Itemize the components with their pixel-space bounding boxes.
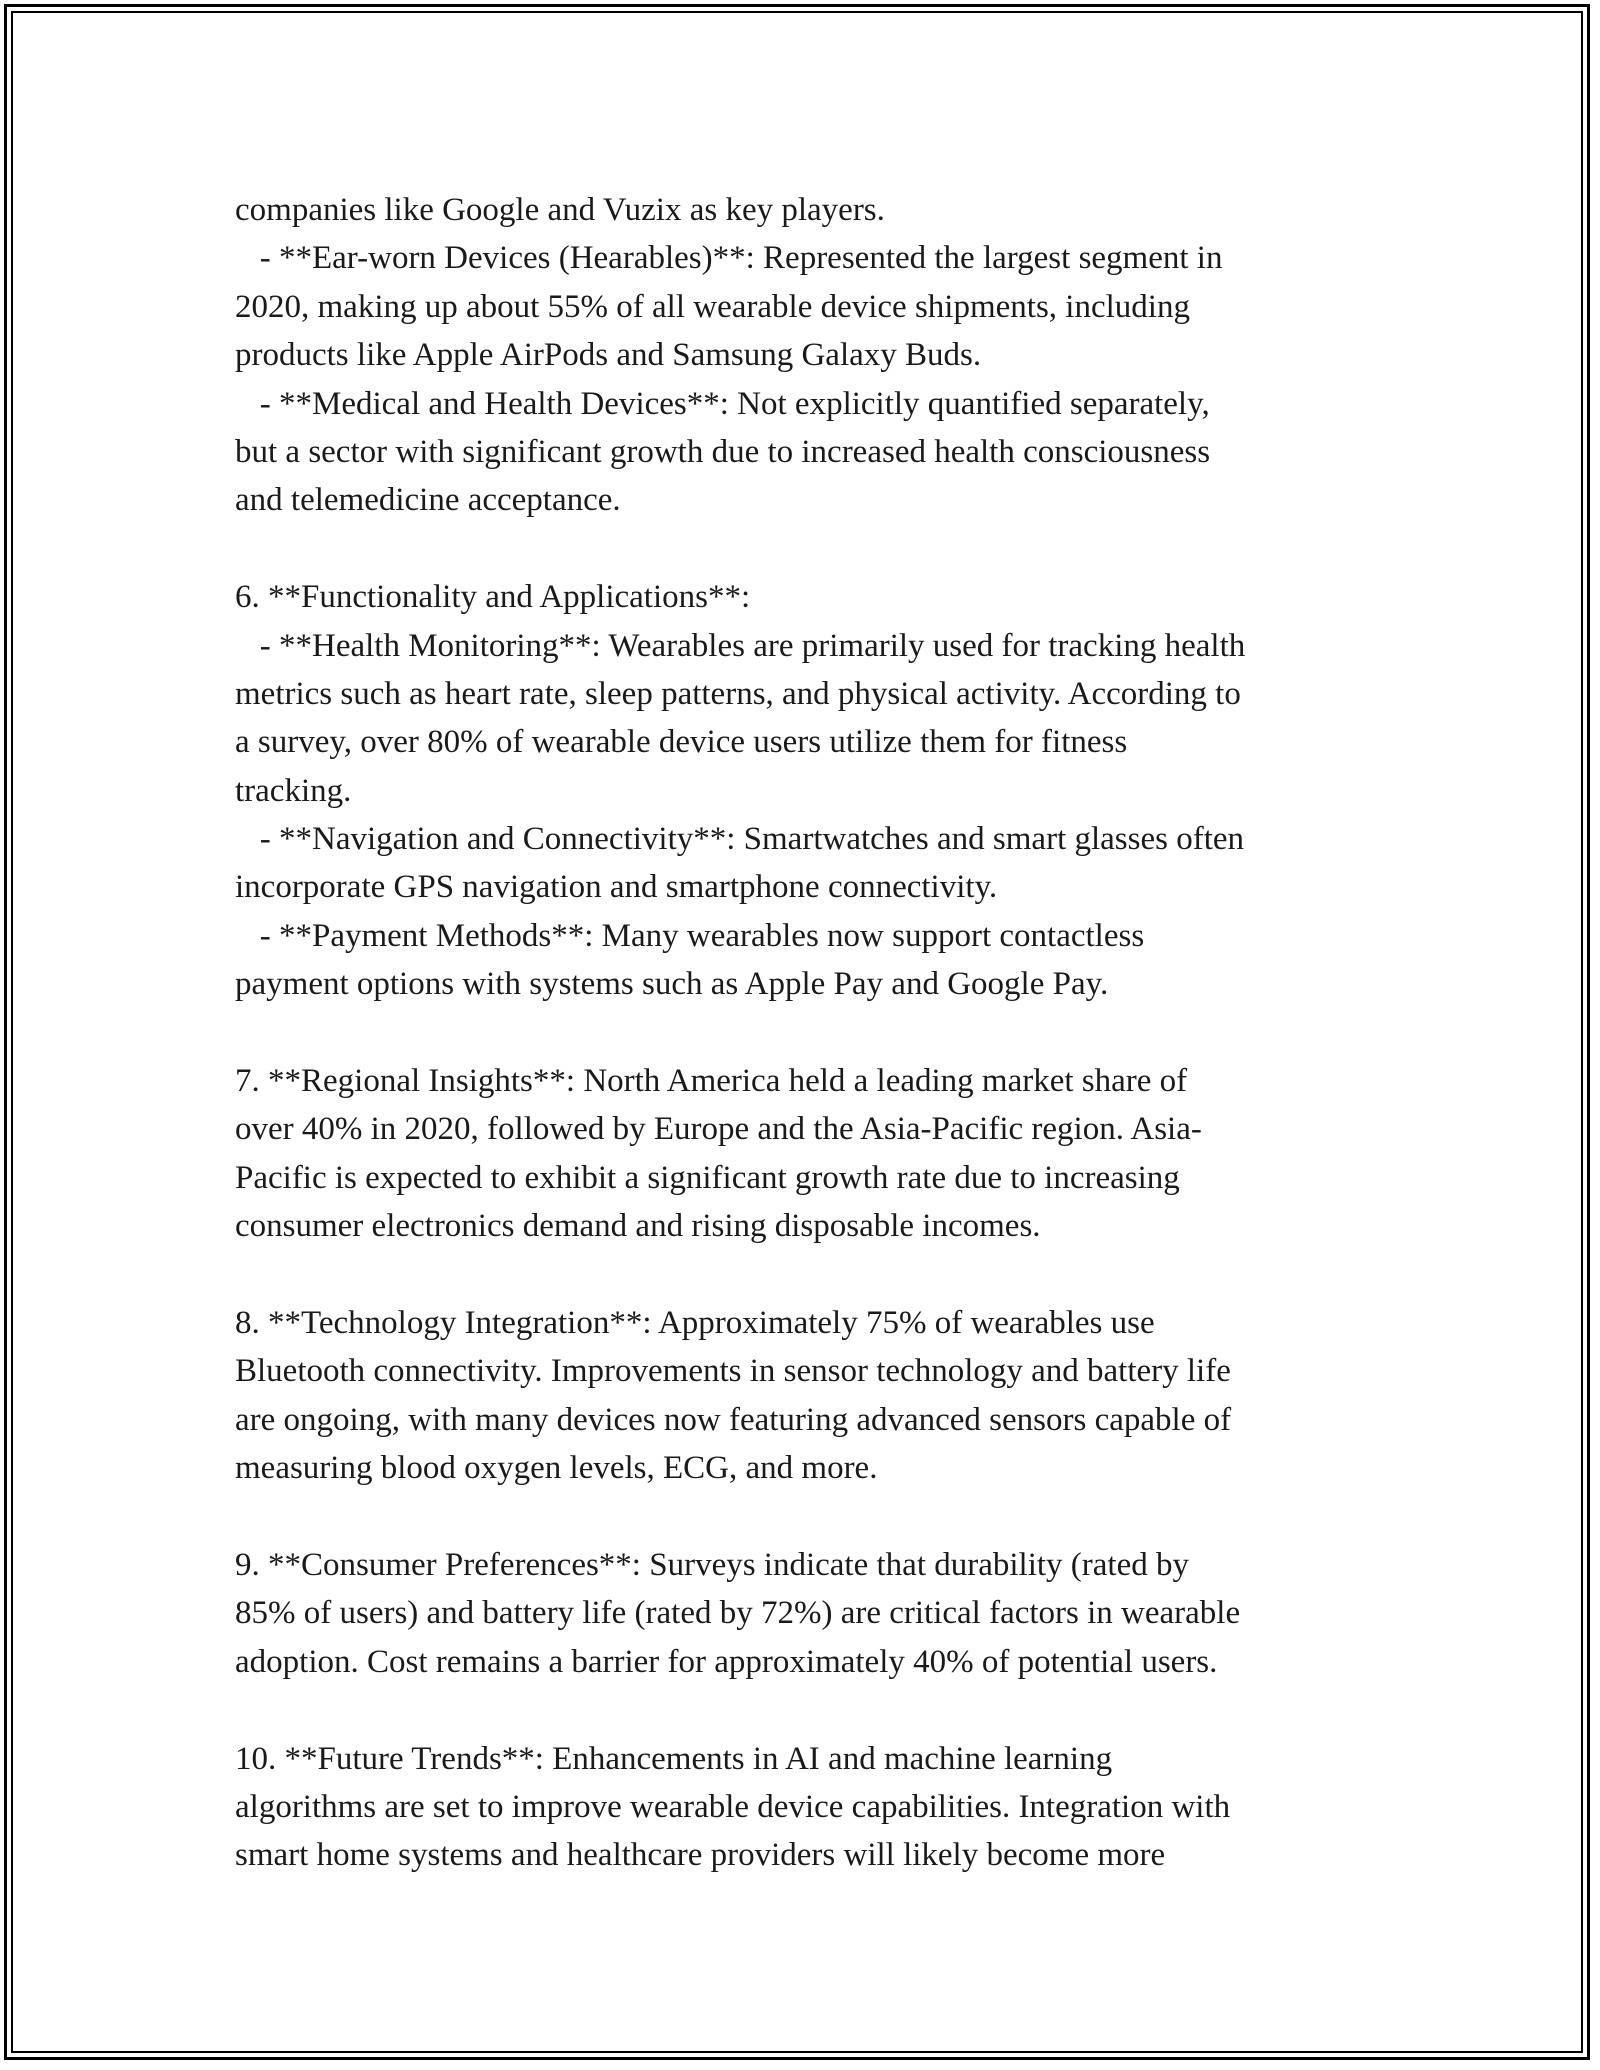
text-line: algorithms are set to improve wearable device capabilities. Integration with: [235, 1788, 1231, 1825]
text-line: payment options with systems such as Apple Pay and Google Pay.: [235, 966, 1109, 1003]
text-line: tracking.: [235, 772, 352, 809]
text-line: - **Navigation and Connectivity**: Smartwatches and smart glasses often: [235, 821, 1245, 858]
blank-line: [235, 1009, 1385, 1057]
text-line: but a sector with significant growth due to increased health consciousness: [235, 433, 1211, 470]
text-line: over 40% in 2020, followed by Europe and the Asia-Pacific region. Asia-: [235, 1111, 1202, 1148]
text-line: measuring blood oxygen levels, ECG, and more.: [235, 1450, 878, 1487]
text-line: smart home systems and healthcare providers will likely become more: [235, 1837, 1166, 1874]
text-line: Bluetooth connectivity. Improvements in sensor technology and battery life: [235, 1353, 1231, 1390]
text-line: products like Apple AirPods and Samsung Galaxy Buds.: [235, 337, 982, 374]
text-line: incorporate GPS navigation and smartphone connectivity.: [235, 869, 998, 906]
blank-line: [235, 1686, 1385, 1734]
text-line: - **Ear-worn Devices (Hearables)**: Represented the largest segment in: [235, 240, 1223, 277]
text-line: metrics such as heart rate, sleep patterns, and physical activity. According to: [235, 675, 1241, 712]
text-line: 8. **Technology Integration**: Approximately 75% of wearables use: [235, 1304, 1155, 1341]
document-body: [235, 186, 1385, 1880]
text-line: 10. **Future Trends**: Enhancements in AI and machine learning: [235, 1740, 1113, 1777]
text-line: 6. **Functionality and Applications**:: [235, 579, 751, 616]
text-line: and telemedicine acceptance.: [235, 482, 621, 519]
text-line: - **Medical and Health Devices**: Not explicitly quantified separately,: [235, 385, 1210, 422]
text-line: a survey, over 80% of wearable device users utilize them for fitness: [235, 724, 1128, 761]
text-line: are ongoing, with many devices now featuring advanced sensors capable of: [235, 1401, 1232, 1438]
text-line: adoption. Cost remains a barrier for approximately 40% of potential users.: [235, 1643, 1218, 1680]
text-line: consumer electronics demand and rising disposable incomes.: [235, 1208, 1041, 1245]
text-line: 2020, making up about 55% of all wearable device shipments, including: [235, 288, 1190, 325]
text-line: - **Health Monitoring**: Wearables are primarily used for tracking health: [235, 627, 1246, 664]
blank-line: [235, 525, 1385, 573]
text-line: 85% of users) and battery life (rated by 72%) are critical factors in wearable: [235, 1595, 1241, 1632]
text-line: 9. **Consumer Preferences**: Surveys indicate that durability (rated by: [235, 1546, 1189, 1583]
text-line: - **Payment Methods**: Many wearables now support contactless: [235, 917, 1145, 954]
text-line: 7. **Regional Insights**: North America held a leading market share of: [235, 1063, 1188, 1100]
text-line: companies like Google and Vuzix as key players.: [235, 192, 885, 228]
blank-line: [235, 1251, 1385, 1299]
text-line: Pacific is expected to exhibit a significant growth rate due to increasing: [235, 1159, 1180, 1196]
blank-line: [235, 1493, 1385, 1541]
